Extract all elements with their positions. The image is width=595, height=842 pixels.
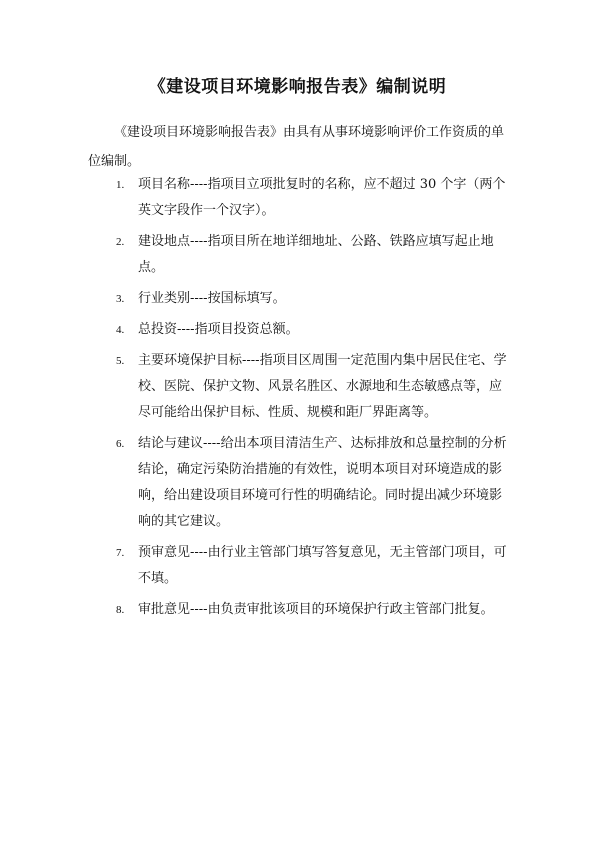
list-text: 预审意见----由行业主管部门填写答复意见，无主管部门项目，可不填。: [138, 545, 507, 586]
list-item-8: [88, 597, 508, 623]
list-text: 行业类别----按国标填写。: [138, 291, 286, 306]
list-number: 4.: [116, 324, 125, 336]
list-item-1: [88, 172, 508, 224]
list-number: 6.: [116, 438, 125, 450]
list-number: 1.: [116, 179, 125, 191]
list-number: 7.: [116, 547, 125, 559]
list-item-3: [88, 286, 508, 312]
list-item-6: [88, 431, 508, 535]
list-number: 8.: [116, 604, 125, 616]
list-text: 建设地点----指项目所在地详细地址、公路、铁路应填写起止地点。: [138, 234, 494, 275]
list-number: 3.: [116, 293, 125, 305]
list-item-2: [88, 229, 508, 281]
list-number: 5.: [116, 355, 125, 367]
list-text: 结论与建议----给出本项目清洁生产、达标排放和总量控制的分析结论，确定污染防治措施的有效性，说明本项目对环境造成的影响，给出建设项目环境可行性的明确结论。同时提出减少环境影响的其它建议。: [138, 436, 507, 529]
instruction-list: [88, 172, 508, 628]
list-text: 项目名称----指项目立项批复时的名称，应不超过 30 个字（两个英文字段作一个汉字）。: [138, 177, 506, 218]
list-item-4: [88, 317, 508, 343]
list-item-5: [88, 348, 508, 426]
page-title: 《建设项目环境影响报告表》编制说明: [148, 77, 447, 97]
list-number: 2.: [116, 236, 125, 248]
list-text: 主要环境保护目标----指项目区周围一定范围内集中居民住宅、学校、医院、保护文物、风景名胜区、水源地和生态敏感点等，应尽可能给出保护目标、性质、规模和距厂界距离等。: [138, 353, 507, 420]
list-text: 总投资----指项目投资总额。: [138, 322, 299, 337]
list-text: 审批意见----由负责审批该项目的环境保护行政主管部门批复。: [138, 602, 494, 617]
intro-paragraph: 《建设项目环境影响报告表》由具有从事环境影响评价工作资质的单位编制。: [88, 125, 505, 169]
list-item-7: [88, 540, 508, 592]
